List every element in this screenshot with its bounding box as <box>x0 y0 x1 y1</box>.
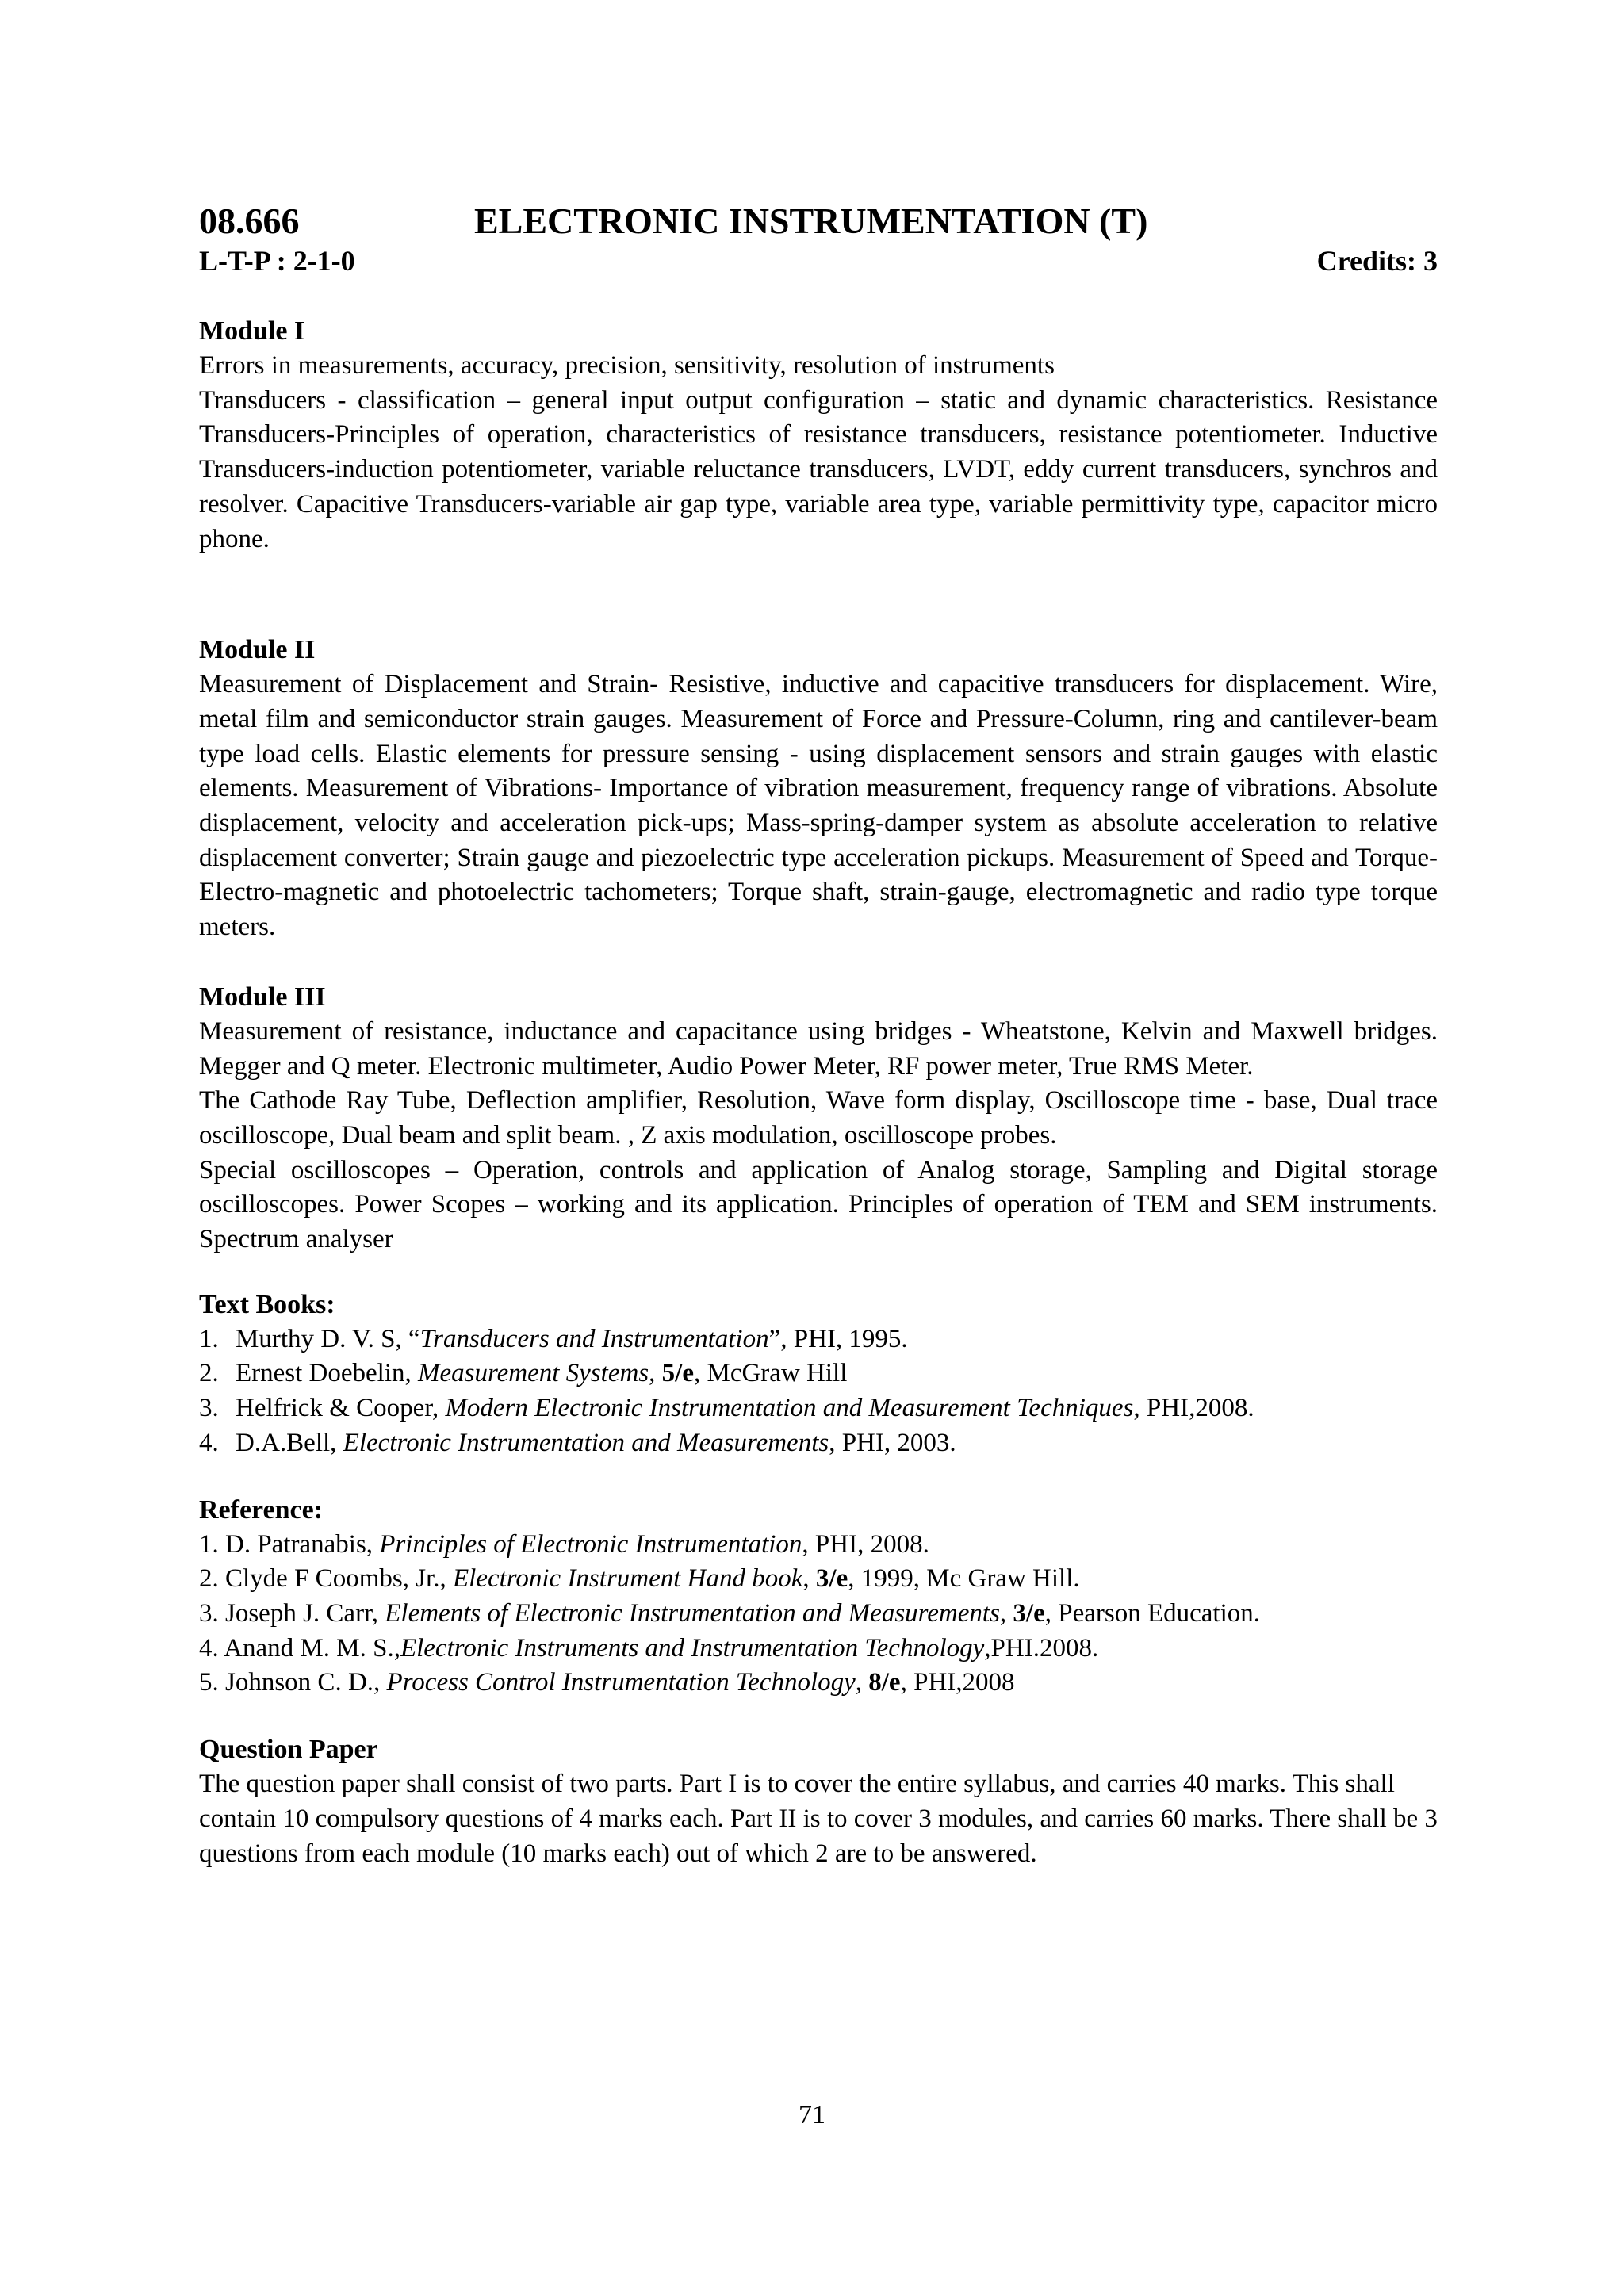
reference-list <box>199 1528 1438 1701</box>
list-number: 4. <box>199 1428 219 1457</box>
book-publisher: , Pearson Education. <box>1044 1598 1261 1628</box>
text-books-list <box>199 1322 1438 1461</box>
text-book-item <box>199 1391 1438 1426</box>
text-book-item <box>199 1322 1438 1357</box>
reference-item <box>199 1562 1438 1597</box>
book-publisher: , PHI, 2003. <box>829 1428 956 1457</box>
book-publisher: , 1999, Mc Graw Hill. <box>848 1564 1080 1594</box>
text-books-heading: Text Books: <box>199 1289 335 1319</box>
reference-item <box>199 1666 1438 1701</box>
ltp-label: L-T-P : 2-1-0 <box>199 245 355 277</box>
book-separator: , <box>855 1668 869 1697</box>
module-3-paragraph-3: Special oscilloscopes – Operation, controls and application of Analog storage, Sampling and Digital storage oscilloscopes. Power Scopes – working and its application. Principles of operation of TEM and SEM instruments. Spectrum analyser <box>199 1155 1438 1254</box>
course-header <box>199 200 1438 243</box>
book-publisher: , PHI,2008 <box>900 1668 1015 1697</box>
text-book-item <box>199 1426 1438 1461</box>
module-2-paragraph <box>199 668 1438 945</box>
credits-label: Credits: 3 <box>1316 245 1438 277</box>
module-2-heading: Module II <box>199 635 316 665</box>
book-author: Joseph J. Carr, <box>218 1598 385 1628</box>
book-edition: 3/e <box>1013 1598 1045 1628</box>
book-edition: 8/e <box>868 1668 901 1697</box>
question-paper-section <box>199 1732 1438 1871</box>
page-number: 71 <box>799 2100 825 2130</box>
book-edition: 5/e <box>661 1359 694 1388</box>
reference-section <box>199 1493 1438 1701</box>
book-author: Clyde F Coombs, Jr., <box>218 1564 453 1594</box>
course-title: ELECTRONIC INSTRUMENTATION (T) <box>474 201 1148 241</box>
module-3-paragraph-1: Measurement of resistance, inductance and capacitance using bridges - Wheatstone, Kelvin and Maxwell bridges. Megger and Q meter. Electronic multimeter, Audio Power Meter, RF power meter, True RMS Meter. <box>199 1016 1438 1081</box>
book-title: Electronic Instrument Hand book <box>452 1564 803 1594</box>
list-number: 4. <box>199 1633 219 1663</box>
course-code: 08.666 <box>199 201 300 241</box>
list-number: 2. <box>199 1359 219 1388</box>
course-meta <box>199 244 1438 277</box>
book-author: D.A.Bell, <box>236 1428 343 1457</box>
reference-heading: Reference: <box>199 1494 324 1525</box>
book-publisher: , PHI,2008. <box>1133 1394 1254 1423</box>
book-separator: , <box>802 1564 816 1594</box>
list-number: 3. <box>199 1598 219 1628</box>
question-paper-heading: Question Paper <box>199 1735 378 1765</box>
book-separator: , <box>649 1359 662 1388</box>
reference-item <box>199 1528 1438 1563</box>
book-title: Measurement Systems <box>418 1359 649 1388</box>
module-1-line-1: Errors in measurements, accuracy, precision, sensitivity, resolution of instruments <box>199 351 1055 380</box>
book-author: Johnson C. D., <box>218 1668 387 1697</box>
module-1-heading: Module I <box>199 316 305 346</box>
book-author: Ernest Doebelin, <box>236 1359 419 1388</box>
book-author: Helfrick & Cooper, <box>236 1394 446 1423</box>
book-title: Elements of Electronic Instrumentation and Measurements <box>385 1598 1000 1628</box>
text-book-item <box>199 1357 1438 1391</box>
module-1-section <box>199 314 1438 557</box>
book-title: Process Control Instrumentation Technology <box>386 1668 856 1697</box>
book-author: Anand M. M. S., <box>218 1633 400 1663</box>
book-title: Modern Electronic Instrumentation and Measurement Techniques <box>445 1394 1134 1423</box>
list-number: 1. <box>199 1529 219 1559</box>
book-author: D. Patranabis, <box>218 1529 380 1559</box>
module-2-bold-dash: - <box>649 670 659 699</box>
book-edition: 3/e <box>815 1564 848 1594</box>
book-separator: , <box>999 1598 1013 1628</box>
book-title: Electronic Instruments and Instrumentation Technology <box>400 1633 985 1663</box>
reference-item <box>199 1632 1438 1667</box>
module-3-section <box>199 980 1438 1257</box>
list-number: 5. <box>199 1668 219 1697</box>
module-3-paragraph-2: The Cathode Ray Tube, Deflection amplifier, Resolution, Wave form display, Oscilloscope time - base, Dual trace oscilloscope, Dual beam and split beam. , Z axis modulation, oscilloscope probes. <box>199 1086 1438 1150</box>
book-publisher: , McGraw Hill <box>693 1359 848 1388</box>
book-title: Electronic Instrumentation and Measurements <box>343 1428 829 1457</box>
book-author: Murthy D. V. S, “ <box>236 1324 420 1353</box>
list-number: 2. <box>199 1564 219 1594</box>
reference-item <box>199 1597 1438 1632</box>
book-title: Transducers and Instrumentation <box>419 1324 769 1353</box>
module-3-heading: Module III <box>199 982 326 1012</box>
text-books-section <box>199 1288 1438 1461</box>
syllabus-page <box>199 200 1438 1871</box>
list-number: 1. <box>199 1324 219 1353</box>
list-number: 3. <box>199 1394 219 1423</box>
module-2-section <box>199 633 1438 945</box>
module-2-text-rest: Resistive, inductive and capacitive transducers for displacement. Wire, metal film and semiconductor strain gauges. Measurement of Force and Pressure-Column, ring and cantilever-beam type load cells. Elastic elements for pressure sensing - using displacement sensors and strain gauges with elastic elements. Measurement of Vibrations- Importance of vibration measurement, frequency range of vibrations. Absolute displacement, velocity and acceleration pick-ups; Mass-spring-damper system as absolute acceleration to relative displacement converter; Strain gauge and piezoelectric type acceleration pickups. Measurement of Speed and Torque- Electro-magnetic and photoelectric tachometers; Torque shaft, strain-gauge, electromagnetic and radio type torque meters. <box>199 670 1438 942</box>
book-title: Principles of Electronic Instrumentation <box>379 1529 802 1559</box>
module-1-paragraph: Transducers - classification – general input output configuration – static and dynamic characteristics. Resistance Transducers-Principles of operation, characteristics of resistance transducers, resistance potentiometer. Inductive Transducers-induction potentiometer, variable reluctance transducers, LVDT, eddy current transducers, synchros and resolver. Capacitive Transducers-variable air gap type, variable area type, variable permittivity type, capacitor micro phone. <box>199 385 1438 553</box>
book-publisher: ”, PHI, 1995. <box>768 1324 908 1353</box>
module-2-text-start: Measurement of Displacement and Strain <box>199 670 650 699</box>
question-paper-text: The question paper shall consist of two parts. Part I is to cover the entire syllabus, and carries 40 marks. This shall contain 10 compulsory questions of 4 marks each. Part II is to cover 3 modules, and carries 60 marks. There shall be 3 questions from each module (10 marks each) out of which 2 are to be answered. <box>199 1770 1438 1868</box>
book-publisher: , PHI, 2008. <box>802 1529 929 1559</box>
book-publisher: ,PHI.2008. <box>984 1633 1099 1663</box>
